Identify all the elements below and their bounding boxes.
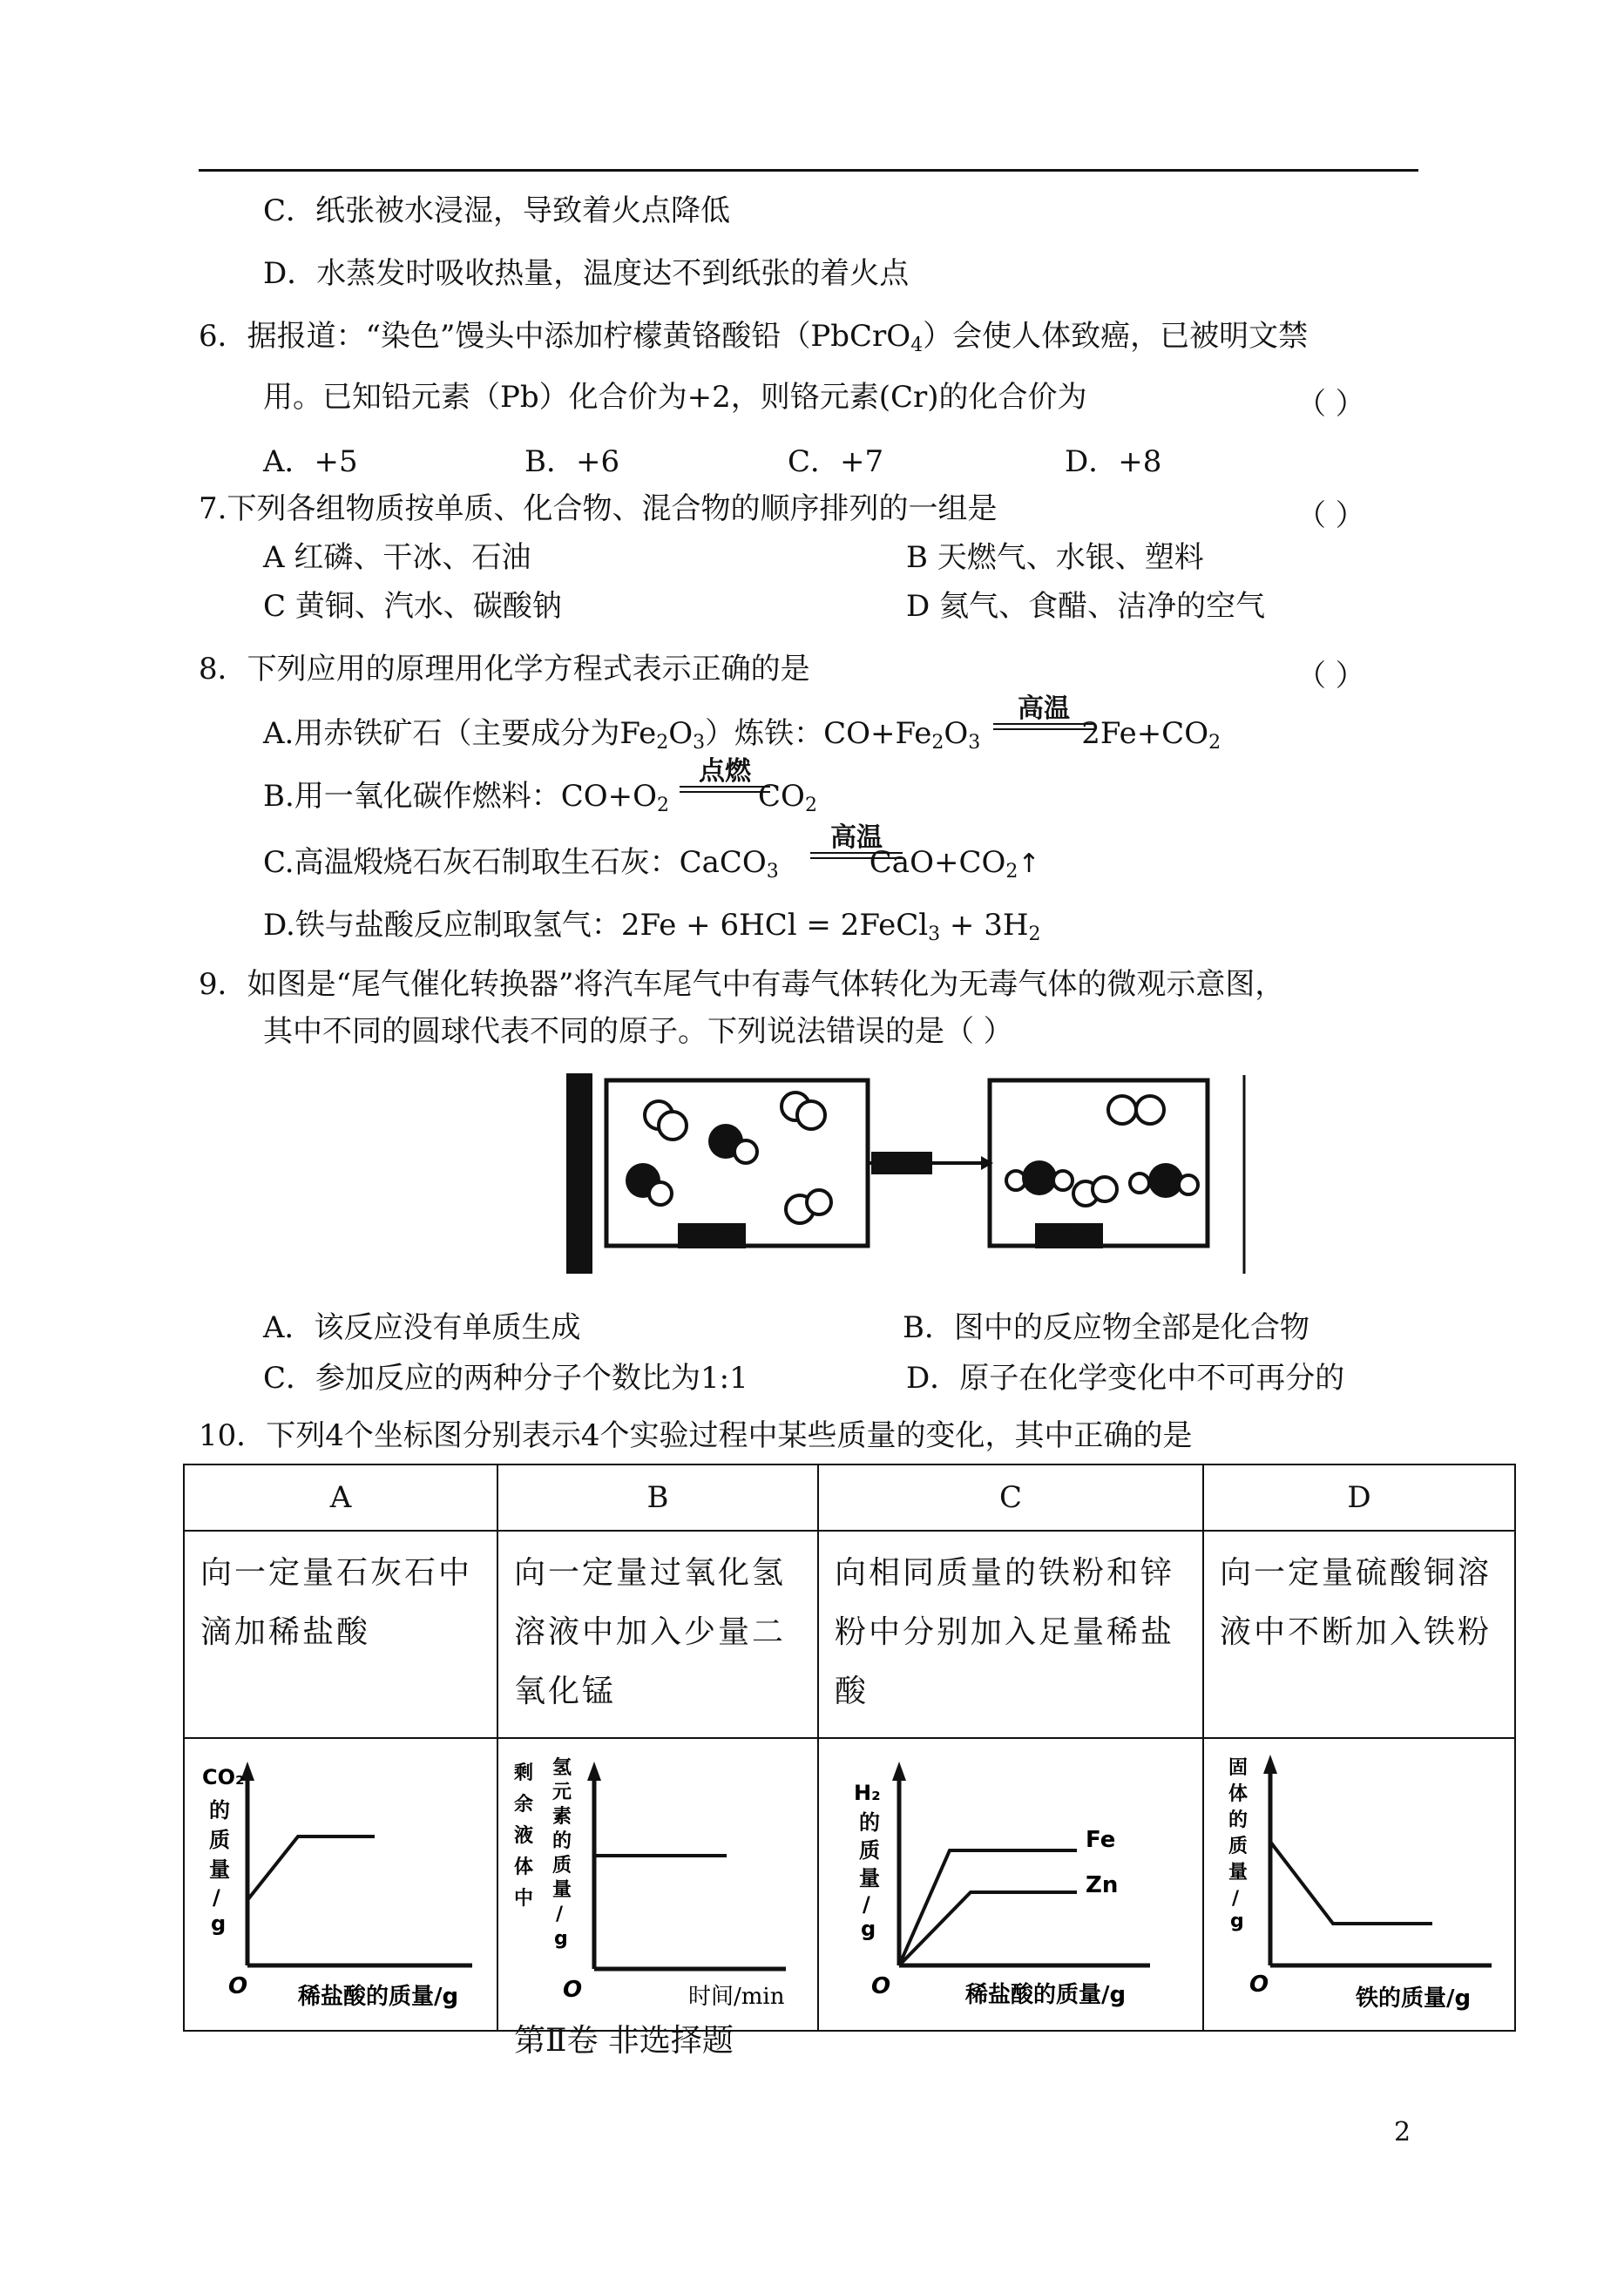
q9-option-b: B．图中的反应物全部是化合物 [903,1310,1309,1345]
gas-up-arrow-icon: ↑ [1018,849,1040,879]
plot-d-xlabel: 铁的质量/g [1356,1985,1472,2012]
q5-option-c: C．纸张被水浸湿，导致着火点降低 [263,193,731,228]
q6-stem-line1: 6．据报道：“染色”馒头中添加柠檬黄铬酸铅（PbCrO$_4$）会使人体致癌，已被明文禁 [199,319,1309,356]
q5-option-d: D．水蒸发时吸收热量，温度达不到纸张的着火点 [263,256,910,291]
diagram-label-catalyst: 催化剂 [871,1157,918,1175]
plot-d-ylabel-6: g [1230,1911,1244,1932]
q6-stem-line2: 用。已知铅元素（Pb）化合价为+2，则铬元素(Cr)的化合价为 [263,380,1087,415]
q9-option-d: D．原子在化学变化中不可再分的 [906,1361,1345,1396]
q10-plot-c [818,1738,1203,2031]
plot-d-ylabel-2: 的 [1228,1809,1248,1831]
plot-a-ylabel-de: 的 [209,1798,230,1823]
plot-c-series-zn: Zn [1086,1872,1119,1898]
q7-option-c: C 黄铜、汽水、碳酸钠 [263,589,562,624]
q8-option-d: D.铁与盐酸反应制取氢气：2Fe + 6HCl = 2FeCl$_3$ + $3H_2$ [263,908,1041,945]
plot-d-ylabel-4: 量 [1228,1862,1248,1884]
q8-option-b: B.用一氧化碳作燃料：$CO+O_2$ $CO_2$ [263,779,817,816]
plot-d-ylabel-0: 固 [1228,1757,1248,1779]
catalytic-converter-diagram [565,1072,1262,1281]
plot-c-series-fe: Fe [1086,1827,1116,1853]
q10-desc-d: 向一定量硫酸铜溶液中不断加入铁粉 [1203,1531,1515,1738]
section-title: 第Ⅱ卷 非选择题 [514,2023,734,2059]
plot-a-ylabel-co2: CO₂ [202,1765,245,1789]
plot-b-origin: O [563,1977,583,2003]
q8-b-condition: 点燃 [680,758,770,793]
plot-a-origin: O [228,1973,248,1999]
plot-b-ylabel2-3: 的 [552,1830,572,1852]
q6-option-b: B．+6 [524,444,620,479]
q8-c-condition: 高温 [810,824,903,859]
plot-d-ylabel-5: / [1232,1888,1240,1910]
q6-option-a: A．+5 [263,444,358,479]
q7-stem: 7.下列各组物质按单质、化合物、混合物的顺序排列的一组是 [199,491,998,526]
plot-b-ylabel1-1: 余 [514,1794,534,1816]
q8-a-condition: 高温 [993,695,1094,730]
plot-c-ylabel-zhi: 质 [859,1838,880,1863]
q10-header-b: B [497,1464,818,1531]
q10-header-d: D [1203,1464,1515,1531]
plot-b-ylabel2-0: 氢 [552,1757,572,1779]
plot-d-origin: O [1249,1972,1269,1998]
plot-a-ylabel-zhi: 质 [209,1828,230,1852]
q10-desc-c: 向相同质量的铁粉和锌粉中分别加入足量稀盐酸 [818,1531,1203,1738]
plot-a-ylabel-liang: 量 [209,1857,230,1882]
plot-c-ylabel-slash: / [863,1892,870,1917]
plot-c-xlabel: 稀盐酸的质量/g [965,1982,1127,2008]
q9-stem-line2: 其中不同的圆球代表不同的原子。下列说法错误的是（ ） [263,1014,1013,1049]
q10-desc-a: 向一定量石灰石中滴加稀盐酸 [184,1531,497,1738]
plot-b-ylabel1-0: 剩 [514,1762,534,1784]
q10-stem: 10．下列4个坐标图分别表示4个实验过程中某些质量的变化，其中正确的是 [199,1418,1193,1453]
diagram-label-before: (反应前) [678,1223,746,1248]
plot-b-xlabel: 时间/min [688,1984,785,2010]
plot-b-ylabel2-4: 质 [552,1855,572,1877]
q10-header-a: A [184,1464,497,1531]
q8-stem: 8．下列应用的原理用化学方程式表示正确的是 [199,652,810,687]
plot-a-xlabel: 稀盐酸的质量/g [298,1984,459,2010]
q10-plot-d [1203,1738,1515,2031]
q7-option-d: D 氦气、食醋、洁净的空气 [906,589,1266,624]
q8-option-a: A.用赤铁矿石（主要成分为$Fe_2O_3$）炼铁：$CO+Fe_2O_3$ $2Fe+CO_2$ [263,716,1221,754]
plot-c-ylabel-h2: H₂ [854,1781,881,1805]
q10-header-c: C [818,1464,1203,1531]
q7-answer-paren: （ ） [1296,498,1365,533]
q9-option-a: A．该反应没有单质生成 [263,1310,581,1345]
plot-b-ylabel1-4: 中 [514,1888,534,1910]
plot-c-ylabel-liang: 量 [859,1866,880,1891]
plot-b-ylabel2-6: / [556,1904,564,1925]
q6-answer-paren: （ ） [1296,387,1365,422]
plot-b-ylabel2-1: 元 [552,1782,572,1803]
diagram-label-after: (反应后) [1035,1223,1103,1248]
q7-option-b: B 天燃气、水银、塑料 [906,540,1204,575]
plot-b-ylabel2-7: g [554,1928,568,1950]
q8-answer-paren: （ ） [1296,659,1365,693]
q6-option-c: C．+7 [788,444,884,479]
header-rule [199,169,1418,172]
q8-option-c: C.高温煅烧石灰石制取生石灰：CaCO$_3$ $CaO+CO_2↑$ [263,845,1040,883]
plot-d-ylabel-1: 体 [1228,1783,1248,1805]
q9-option-c: C．参加反应的两种分子个数比为1:1 [263,1361,748,1396]
q10-options-table [183,1464,1516,2032]
plot-c-ylabel-g: g [861,1917,876,1941]
q9-stem-line1: 9．如图是“尾气催化转换器”将汽车尾气中有毒气体转化为无毒气体的微观示意图， [199,967,1285,1002]
plot-b-ylabel2-5: 量 [552,1879,572,1901]
plot-a-ylabel-g: g [211,1911,227,1936]
plot-b-ylabel2-2: 素 [552,1806,572,1828]
plot-d-ylabel-3: 质 [1228,1836,1248,1857]
plot-b-ylabel1-3: 体 [514,1857,534,1878]
plot-a-ylabel-slash: / [213,1885,220,1910]
plot-c-origin: O [871,1973,891,1999]
q6-option-d: D．+8 [1065,444,1162,479]
plot-c-ylabel-de: 的 [859,1810,880,1835]
q10-desc-b: 向一定量过氧化氢溶液中加入少量二氧化锰 [497,1531,818,1738]
q10-plot-b [497,1738,818,2031]
plot-b-ylabel1-2: 液 [514,1825,534,1847]
q10-plot-a [184,1738,497,2031]
page-number: 2 [1394,2117,1411,2148]
q7-option-a: A 红磷、干冰、石油 [263,540,531,575]
